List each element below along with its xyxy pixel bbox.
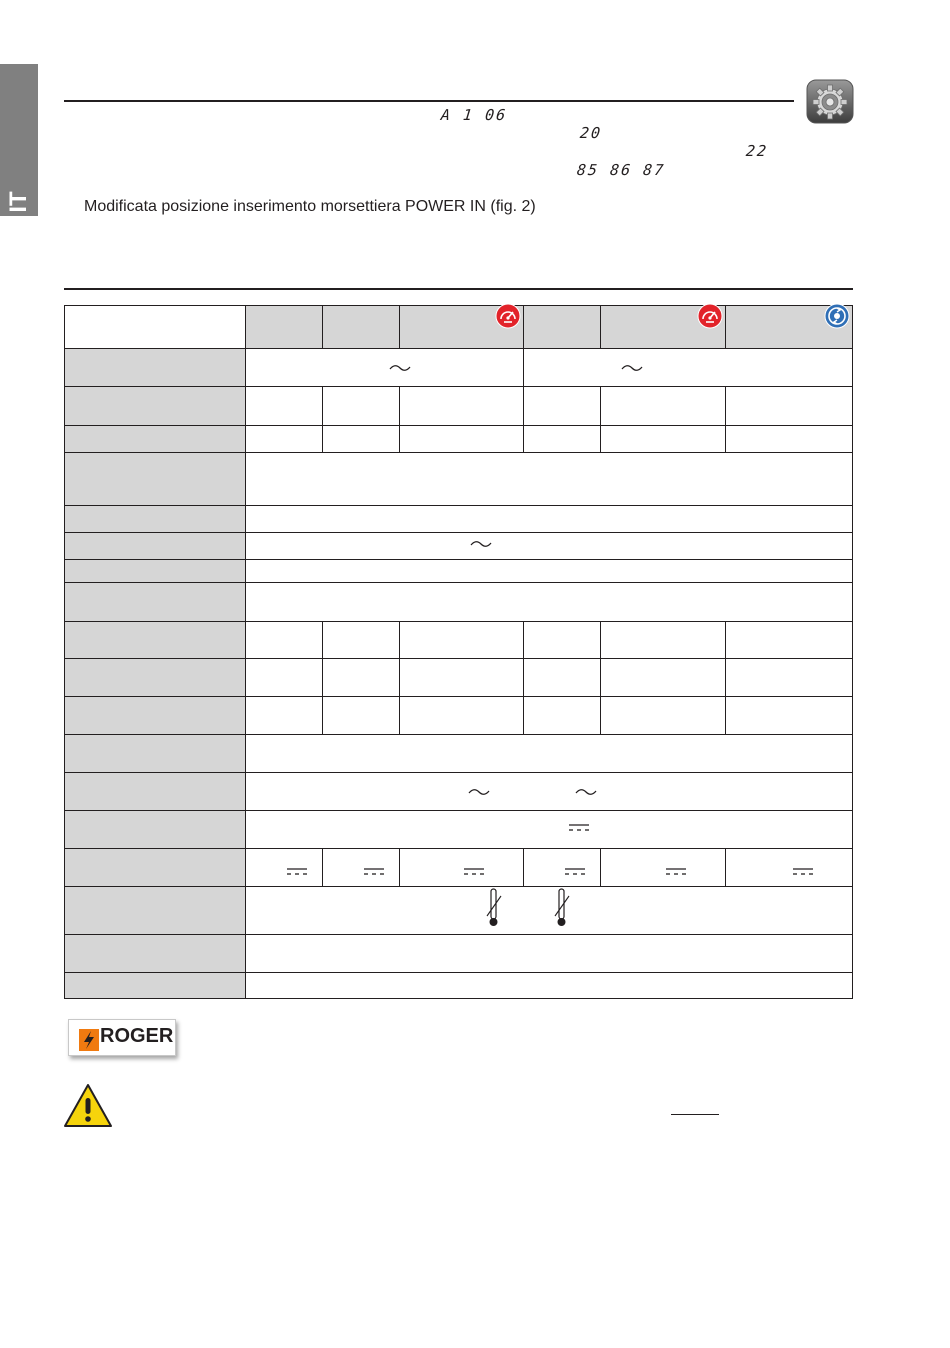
- table-cell: [726, 426, 853, 453]
- row-label-cell: [65, 811, 246, 849]
- row-label-cell: [65, 887, 246, 935]
- table-cell: [400, 426, 524, 453]
- table-cell: [400, 697, 524, 735]
- row-label-cell: [65, 659, 246, 697]
- header-model-cell: [726, 306, 853, 349]
- direct-current-icon: [286, 867, 308, 877]
- header-model-cell: [246, 306, 323, 349]
- table-row: [65, 849, 853, 887]
- table-cell: [524, 349, 853, 387]
- direct-current-icon: [463, 867, 485, 877]
- alternating-current-icon: [468, 787, 490, 797]
- table-cell: [246, 533, 853, 560]
- table-cell: [246, 387, 323, 426]
- table-row: [65, 659, 853, 697]
- table-cell: [524, 659, 601, 697]
- table-row: [65, 533, 853, 560]
- direct-current-icon: [665, 867, 687, 877]
- table-cell: [246, 973, 853, 999]
- table-row: [65, 349, 853, 387]
- table-cell: [400, 849, 524, 887]
- table-row: [65, 387, 853, 426]
- warning-icon: [63, 1083, 113, 1128]
- table-row: [65, 506, 853, 533]
- table-cell: [726, 659, 853, 697]
- table-row: [65, 426, 853, 453]
- roger-logo: [68, 1019, 176, 1056]
- table-cell: [323, 697, 400, 735]
- table-cell: [246, 349, 524, 387]
- direct-current-icon: [792, 867, 814, 877]
- row-label-cell: [65, 622, 246, 659]
- row-label-cell: [65, 973, 246, 999]
- header-model-cell: [323, 306, 400, 349]
- header-model-cell: [601, 306, 726, 349]
- modification-note: Modificata posizione inserimento morsettiera POWER IN (fig. 2): [84, 198, 536, 215]
- display-code-c: 22: [745, 142, 770, 160]
- section-rule-top: [64, 100, 794, 102]
- speedometer-badge-icon: [495, 303, 521, 329]
- table-cell: [246, 849, 323, 887]
- table-cell: [400, 659, 524, 697]
- direct-current-icon: [363, 867, 385, 877]
- row-label-cell: [65, 349, 246, 387]
- table-cell: [726, 849, 853, 887]
- table-cell: [601, 426, 726, 453]
- row-label-cell: [65, 533, 246, 560]
- direct-current-icon: [568, 823, 590, 833]
- language-tab: [0, 64, 38, 216]
- table-row: [65, 560, 853, 583]
- row-label-cell: [65, 426, 246, 453]
- spec-table: [64, 305, 853, 999]
- table-cell: [323, 426, 400, 453]
- table-cell: [246, 506, 853, 533]
- row-label-cell: [65, 773, 246, 811]
- row-label-cell: [65, 583, 246, 622]
- table-cell: [246, 887, 853, 935]
- table-row: [65, 583, 853, 622]
- alternating-current-icon: [575, 787, 597, 797]
- logo-brand-text: ROGER: [100, 1025, 174, 1047]
- table-cell: [400, 387, 524, 426]
- table-row: [65, 973, 853, 999]
- table-cell: [246, 697, 323, 735]
- alternating-current-icon: [389, 363, 411, 373]
- table-cell: [524, 387, 601, 426]
- header-model-cell: [524, 306, 601, 349]
- row-label-cell: [65, 453, 246, 506]
- table-cell: [601, 697, 726, 735]
- table-cell: [246, 622, 323, 659]
- display-code-b: 20: [579, 124, 604, 142]
- alternating-current-icon: [470, 539, 492, 549]
- table-cell: [246, 811, 853, 849]
- thermometer-icon: [554, 888, 570, 928]
- table-cell: [246, 735, 853, 773]
- section-rule-mid: [64, 288, 853, 290]
- table-row: [65, 935, 853, 973]
- table-cell: [246, 659, 323, 697]
- table-cell: [246, 426, 323, 453]
- row-label-cell: [65, 849, 246, 887]
- table-row: [65, 811, 853, 849]
- table-cell: [246, 773, 853, 811]
- table-header-row: [65, 306, 853, 349]
- display-code-d: 85 86 87: [576, 161, 667, 179]
- table-row: [65, 887, 853, 935]
- table-cell: [246, 583, 853, 622]
- thermometer-icon: [486, 888, 502, 928]
- table-cell: [323, 387, 400, 426]
- table-cell: [601, 659, 726, 697]
- gear-icon: [806, 79, 854, 124]
- table-cell: [524, 697, 601, 735]
- row-label-cell: [65, 735, 246, 773]
- table-row: [65, 697, 853, 735]
- table-row: [65, 622, 853, 659]
- table-cell: [601, 622, 726, 659]
- cycle-badge-icon: [824, 303, 850, 329]
- row-label-cell: [65, 506, 246, 533]
- alternating-current-icon: [621, 363, 643, 373]
- direct-current-icon: [564, 867, 586, 877]
- table-cell: [726, 622, 853, 659]
- language-code: IT: [5, 191, 32, 213]
- table-cell: [246, 560, 853, 583]
- speedometer-badge-icon: [697, 303, 723, 329]
- table-cell: [246, 453, 853, 506]
- table-row: [65, 453, 853, 506]
- table-cell: [246, 935, 853, 973]
- table-cell: [323, 849, 400, 887]
- row-label-cell: [65, 697, 246, 735]
- table-row: [65, 735, 853, 773]
- table-cell: [601, 849, 726, 887]
- table-cell: [524, 426, 601, 453]
- underline-mark: [671, 1114, 719, 1115]
- table-cell: [524, 622, 601, 659]
- table-cell: [323, 622, 400, 659]
- table-cell: [726, 697, 853, 735]
- table-cell: [524, 849, 601, 887]
- display-code-a: A 1 06: [440, 106, 509, 124]
- header-model-cell: [400, 306, 524, 349]
- table-cell: [323, 659, 400, 697]
- row-label-cell: [65, 387, 246, 426]
- table-cell: [726, 387, 853, 426]
- table-cell: [601, 387, 726, 426]
- lightning-bolt-icon: [79, 1029, 99, 1051]
- row-label-cell: [65, 935, 246, 973]
- table-cell: [400, 622, 524, 659]
- header-empty-cell: [65, 306, 246, 349]
- table-row: [65, 773, 853, 811]
- row-label-cell: [65, 560, 246, 583]
